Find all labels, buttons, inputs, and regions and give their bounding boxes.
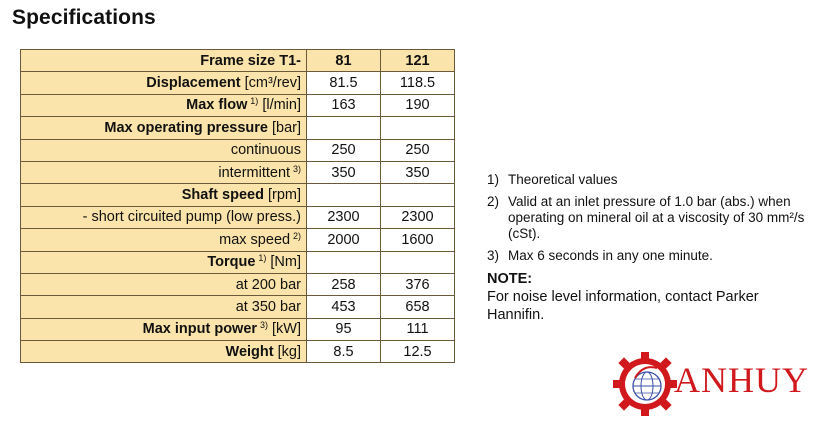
row-label-text: intermittent bbox=[218, 164, 291, 181]
frame-size-81-header: 81 bbox=[307, 50, 381, 72]
value-81: 250 bbox=[307, 139, 381, 161]
table-row bbox=[21, 72, 455, 94]
row-label-text: [kg] bbox=[273, 343, 301, 360]
row-label-text: continuous bbox=[230, 142, 301, 159]
footnote-number: 1) bbox=[487, 172, 500, 187]
table-header-row bbox=[21, 50, 455, 72]
footnote-ref: 3) bbox=[292, 163, 301, 174]
frame-size-121-header: 121 bbox=[381, 50, 455, 72]
table-row bbox=[21, 206, 455, 228]
value-121: 250 bbox=[381, 139, 455, 161]
footnote-ref: 1) bbox=[250, 96, 259, 107]
row-label-bold: Shaft speed bbox=[181, 187, 264, 204]
value-81: 2000 bbox=[307, 229, 381, 251]
footnote-item bbox=[487, 172, 807, 188]
value-121 bbox=[381, 251, 455, 273]
row-label-bold: Torque bbox=[207, 254, 256, 271]
value-81 bbox=[307, 117, 381, 139]
table-row bbox=[21, 273, 455, 295]
gear-globe-emblem-icon bbox=[613, 348, 677, 416]
value-121: 658 bbox=[381, 296, 455, 318]
footnote-ref: 1) bbox=[258, 253, 267, 264]
value-81: 258 bbox=[307, 273, 381, 295]
footnote-number: 2) bbox=[487, 194, 500, 209]
row-label bbox=[21, 184, 307, 206]
value-121 bbox=[381, 184, 455, 206]
value-121: 376 bbox=[381, 273, 455, 295]
value-121: 2300 bbox=[381, 206, 455, 228]
value-121: 12.5 bbox=[381, 341, 455, 363]
value-121: 111 bbox=[381, 318, 455, 340]
table-row bbox=[21, 229, 455, 251]
table-row bbox=[21, 161, 455, 183]
row-label-text: [rpm] bbox=[263, 187, 301, 204]
row-label-bold: Weight bbox=[225, 343, 274, 360]
row-label-text: [kW] bbox=[267, 321, 301, 338]
note-heading: NOTE: bbox=[487, 271, 533, 287]
row-label bbox=[21, 251, 307, 273]
row-label-bold: Max operating pressure bbox=[104, 119, 268, 136]
value-121 bbox=[381, 117, 455, 139]
table-row bbox=[21, 94, 455, 116]
footnote-ref: 2) bbox=[292, 230, 301, 241]
page-title: Specifications bbox=[12, 6, 156, 29]
row-label bbox=[21, 273, 307, 295]
footnote-item bbox=[487, 194, 807, 242]
row-label bbox=[21, 72, 307, 94]
value-81: 163 bbox=[307, 94, 381, 116]
value-81: 453 bbox=[307, 296, 381, 318]
row-label bbox=[21, 139, 307, 161]
row-label-text: at 350 bar bbox=[235, 298, 301, 315]
table-row bbox=[21, 184, 455, 206]
row-label bbox=[21, 341, 307, 363]
table-row bbox=[21, 318, 455, 340]
value-121: 350 bbox=[381, 161, 455, 183]
table-row bbox=[21, 251, 455, 273]
row-label-text: max speed bbox=[219, 231, 291, 248]
footnote-ref: 3) bbox=[259, 320, 268, 331]
footnotes bbox=[487, 172, 807, 324]
table-row bbox=[21, 341, 455, 363]
table-row bbox=[21, 296, 455, 318]
note-body: For noise level information, contact Parker Hannifin. bbox=[487, 289, 759, 323]
value-121: 1600 bbox=[381, 229, 455, 251]
value-121: 118.5 bbox=[381, 72, 455, 94]
table-row bbox=[21, 117, 455, 139]
row-label bbox=[21, 94, 307, 116]
value-81: 2300 bbox=[307, 206, 381, 228]
row-label bbox=[21, 229, 307, 251]
table-row bbox=[21, 139, 455, 161]
value-81: 81.5 bbox=[307, 72, 381, 94]
row-label-text: [l/min] bbox=[258, 97, 301, 114]
row-label bbox=[21, 296, 307, 318]
value-81: 95 bbox=[307, 318, 381, 340]
footnote-text: Max 6 seconds in any one minute. bbox=[508, 248, 713, 263]
row-label-text: [Nm] bbox=[266, 254, 301, 271]
row-label bbox=[21, 117, 307, 139]
row-label-text: at 200 bar bbox=[235, 276, 301, 293]
row-label bbox=[21, 161, 307, 183]
value-81: 8.5 bbox=[307, 341, 381, 363]
value-81: 350 bbox=[307, 161, 381, 183]
value-81 bbox=[307, 251, 381, 273]
footnote-text: Valid at an inlet pressure of 1.0 bar (abs.) when operating on mineral oil at a viscosity of 30 mm²/s (cSt). bbox=[508, 194, 805, 241]
row-label bbox=[21, 318, 307, 340]
footnote-number: 3) bbox=[487, 248, 500, 263]
row-label bbox=[21, 206, 307, 228]
row-label-bold: Max flow bbox=[186, 97, 248, 114]
anhuy-logo bbox=[613, 348, 813, 416]
value-121: 190 bbox=[381, 94, 455, 116]
row-label-text: - short circuited pump (low press.) bbox=[82, 209, 301, 226]
row-label-text: [bar] bbox=[267, 119, 301, 136]
logo-wordmark: ANHUY bbox=[674, 360, 809, 400]
value-81 bbox=[307, 184, 381, 206]
row-label-text: [cm³/rev] bbox=[240, 75, 301, 92]
specifications-table bbox=[20, 49, 455, 363]
row-label-bold: Displacement bbox=[146, 75, 241, 92]
frame-size-label: Frame size T1- bbox=[21, 50, 307, 72]
footnote-text: Theoretical values bbox=[508, 172, 618, 187]
row-label-bold: Max input power bbox=[142, 321, 258, 338]
footnote-item bbox=[487, 248, 807, 264]
